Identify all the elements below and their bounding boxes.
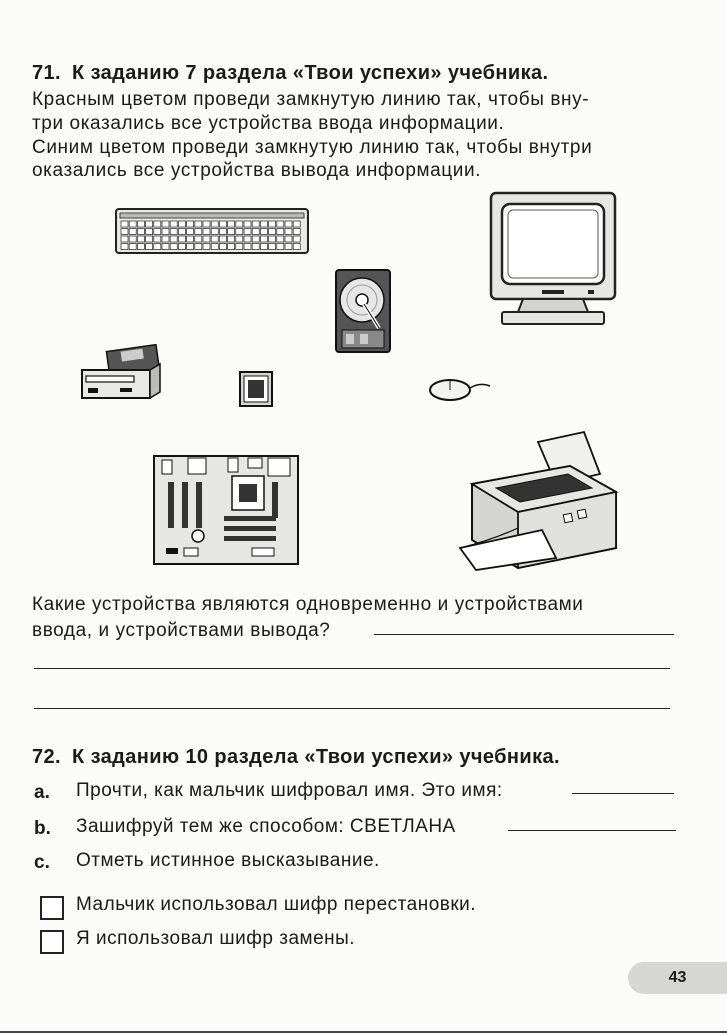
keyboard-key [211, 236, 218, 242]
keyboard-key [219, 244, 226, 250]
keyboard-key [129, 221, 136, 227]
keyboard-key [121, 221, 128, 227]
keyboard-key [121, 236, 128, 242]
task-72-number: 72. [32, 746, 62, 768]
keyboard-key [244, 236, 251, 242]
keyboard-key [187, 221, 194, 227]
keyboard-key [146, 244, 153, 250]
keyboard-key [236, 221, 243, 227]
task-71-question-line-2: ввода, и устройствами вывода? [32, 620, 331, 641]
keyboard-key [146, 221, 153, 227]
keyboard-key [137, 221, 144, 227]
keyboard-key [146, 236, 153, 242]
answer-line-1[interactable] [374, 634, 674, 635]
keyboard-key [252, 221, 259, 227]
keyboard-key [137, 236, 144, 242]
keyboard-key [154, 236, 161, 242]
answer-line-2[interactable] [34, 668, 670, 669]
task-71-line-4: оказались все устройства вывода информации. [32, 160, 482, 181]
page-number: 43 [628, 962, 727, 994]
keyboard-key [260, 229, 267, 235]
keyboard-key [293, 229, 300, 235]
floppy-drive-icon [78, 344, 164, 402]
item-b-answer-line[interactable] [508, 830, 676, 831]
keyboard-key [269, 229, 276, 235]
task-71-heading [32, 62, 548, 85]
keyboard-key [293, 221, 300, 227]
item-a-text: Прочти, как мальчик шифровал имя. Это имя: [76, 780, 503, 801]
printer-icon [452, 430, 628, 572]
keyboard-key [137, 244, 144, 250]
keyboard-key [211, 229, 218, 235]
keyboard-key [129, 229, 136, 235]
answer-line-3[interactable] [34, 708, 670, 709]
keyboard-key [244, 244, 251, 250]
keyboard-key [162, 236, 169, 242]
keyboard-key [195, 244, 202, 250]
keyboard-key [178, 236, 185, 242]
keyboard-key [219, 221, 226, 227]
keyboard-key [244, 229, 251, 235]
item-c-letter: c. [34, 852, 50, 873]
keyboard-key [228, 236, 235, 242]
task-71-title: К заданию 7 раздела «Твои успехи» учебника. [72, 62, 549, 84]
keyboard-key [162, 244, 169, 250]
task-71-number: 71. [32, 62, 62, 84]
keyboard-key [236, 236, 243, 242]
keyboard-key [170, 229, 177, 235]
keyboard-key [285, 244, 292, 250]
keyboard-key [269, 236, 276, 242]
processor-icon [238, 370, 274, 408]
task-71-line-3: Синим цветом проведи замкнутую линию так, чтобы внутри [32, 137, 593, 158]
keyboard-key [154, 221, 161, 227]
task-72-heading [32, 746, 560, 769]
keyboard-key [137, 229, 144, 235]
keyboard-key [252, 236, 259, 242]
keyboard-key [170, 236, 177, 242]
keyboard-key [228, 221, 235, 227]
task-71-line-2: три оказались все устройства ввода информации. [32, 113, 505, 134]
keyboard-key [187, 244, 194, 250]
keyboard-key [228, 229, 235, 235]
keyboard-key [260, 244, 267, 250]
keyboard-key [187, 229, 194, 235]
keyboard-key [170, 221, 177, 227]
item-a-letter: a. [34, 782, 50, 803]
keyboard-key [252, 229, 259, 235]
task-71-line-1: Красным цветом проведи замкнутую линию так, чтобы вну- [32, 89, 590, 110]
item-c-text: Отметь истинное высказывание. [76, 850, 380, 871]
item-a-answer-line[interactable] [572, 793, 674, 794]
keyboard-key [203, 236, 210, 242]
task-72-title: К заданию 10 раздела «Твои успехи» учебника. [72, 746, 561, 768]
keyboard-key [293, 236, 300, 242]
keyboard-key [121, 244, 128, 250]
keyboard-key [195, 236, 202, 242]
keyboard-key [285, 229, 292, 235]
keyboard-key [162, 221, 169, 227]
keyboard-key [285, 236, 292, 242]
checkbox-substitution[interactable] [40, 930, 64, 954]
monitor-icon [488, 190, 618, 328]
mouse-icon [428, 376, 494, 402]
keyboard-key [269, 244, 276, 250]
keyboard-key [203, 229, 210, 235]
keyboard-key [121, 229, 128, 235]
checkbox-substitution-label: Я использовал шифр замены. [76, 928, 356, 949]
keyboard-key [260, 236, 267, 242]
keyboard-key [178, 244, 185, 250]
keyboard-key [195, 221, 202, 227]
keyboard-key [170, 244, 177, 250]
keyboard-key [277, 221, 284, 227]
keyboard-key [219, 229, 226, 235]
keyboard-key [236, 229, 243, 235]
keyboard-key [154, 244, 161, 250]
keyboard-key [211, 244, 218, 250]
keyboard-key [203, 221, 210, 227]
keyboard-key [277, 229, 284, 235]
keyboard-key [146, 229, 153, 235]
keyboard-key [203, 244, 210, 250]
keyboard-key [277, 236, 284, 242]
checkbox-permutation-label: Мальчик использовал шифр перестановки. [76, 894, 477, 915]
keyboard-key [252, 244, 259, 250]
keyboard-key [244, 221, 251, 227]
keyboard-key [260, 221, 267, 227]
keyboard-key [129, 236, 136, 242]
keyboard-key [178, 229, 185, 235]
keyboard-key [219, 236, 226, 242]
bottom-rule [0, 1031, 727, 1033]
keyboard-key [178, 221, 185, 227]
hard-drive-icon [334, 268, 392, 354]
item-b-letter: b. [34, 818, 51, 839]
keyboard-key [277, 244, 284, 250]
keyboard-key [293, 244, 300, 250]
item-b-text: Зашифруй тем же способом: СВЕТЛАНА [76, 816, 456, 837]
keyboard-key [129, 244, 136, 250]
keyboard-icon [114, 207, 310, 255]
keyboard-key [228, 244, 235, 250]
task-71-question-line-1: Какие устройства являются одновременно и устройствами [32, 594, 584, 615]
keyboard-key [211, 221, 218, 227]
motherboard-icon [152, 454, 300, 566]
keyboard-key [285, 221, 292, 227]
keyboard-key [162, 229, 169, 235]
keyboard-key [236, 244, 243, 250]
keyboard-key [154, 229, 161, 235]
checkbox-permutation[interactable] [40, 896, 64, 920]
keyboard-key [195, 229, 202, 235]
keyboard-key [187, 236, 194, 242]
keyboard-key [269, 221, 276, 227]
